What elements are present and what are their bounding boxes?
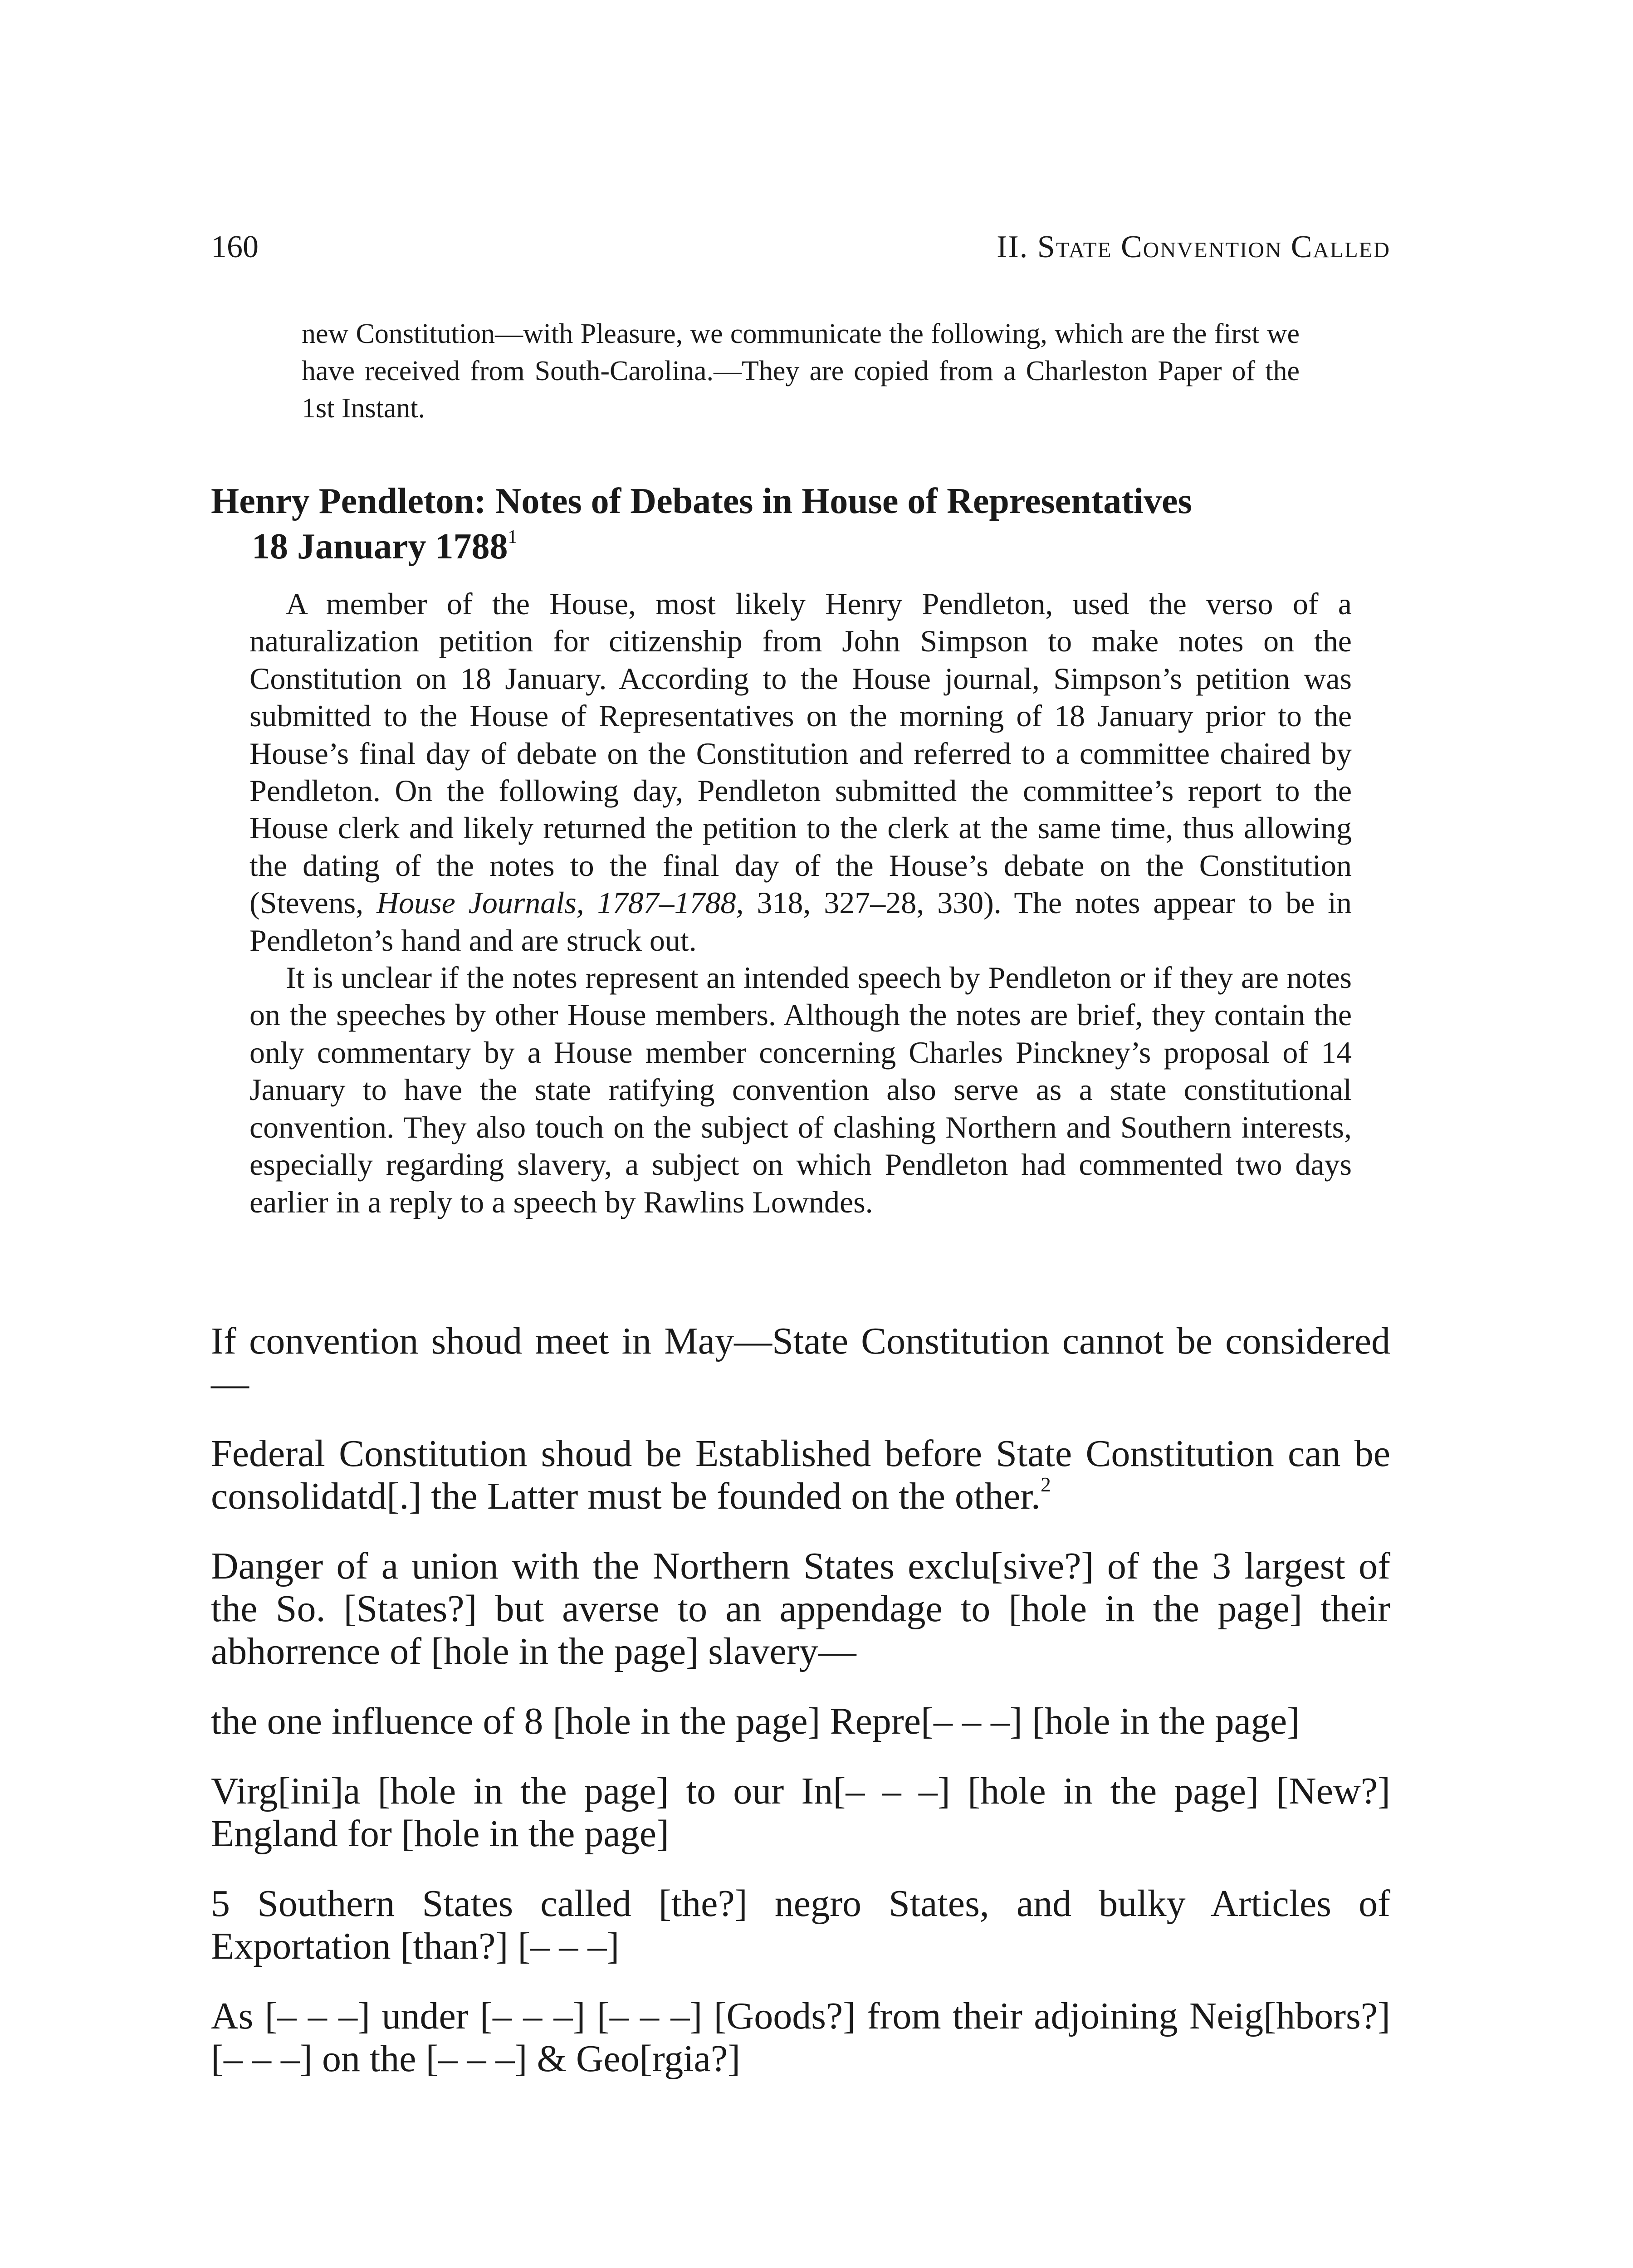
headnote-p1-text-b: 318, 327–28, 330). The notes appear to be in Pendleton’s hand and are struck out. (249, 885, 1352, 958)
title-footnote-ref[interactable]: 1 (508, 527, 518, 547)
headnote (249, 585, 1352, 1221)
headnote-paragraph-1 (249, 585, 1352, 959)
note-paragraph (211, 1432, 1390, 1518)
page-number: 160 (211, 230, 259, 264)
intro-quote: new Constitution—with Pleasure, we communicate the following, which are the first we have received from South-Carolina.—They are copied from a Charleston Paper of the 1st Instant. (302, 318, 1300, 424)
note-paragraph: the one influence of 8 [hole in the page] Repre[– – –] [hole in the page] (211, 1700, 1300, 1742)
document-title-line1: Henry Pendleton: Notes of Debates in House of Representatives (211, 481, 1192, 521)
headnote-p1-text-a: A member of the House, most likely Henry Pendleton, used the verso of a naturalization petition for citizenship from John Simpson to make notes on the Constitution on 18 January. According to the House journal, Simpson’s petition was submitted to the House of Representatives on the morning of 18 January prior to the House’s final day of debate on the Constitution and referred to a committee chaired by Pendleton. On the following day, Pendleton submitted the committee’s report to the House clerk and likely returned the petition to the clerk at the same time, thus allowing the dating of the notes to the final day of the House’s debate on the Constitution (Stevens, (249, 587, 1352, 920)
running-head: II. State Convention Called (997, 230, 1390, 264)
note-paragraph: As [– – –] under [– – –] [– – –] [Goods?] from their adjoining Neig[hbors?] [– – –] on the [– – –] & Geo[rgia?] (211, 1995, 1390, 2080)
debate-notes (211, 1320, 1390, 2107)
note-paragraph: If convention shoud meet in May—State Constitution cannot be considered— (211, 1320, 1390, 1405)
note-paragraph: Virg[ini]a [hole in the page] to our In[– – –] [hole in the page] [New?] England for [hole in the page] (211, 1770, 1390, 1855)
note-paragraph: Danger of a union with the Northern States exclu[sive?] of the 3 largest of the So. [States?] but averse to an appendage to [hole in the page] their abhorrence of [hole in the page] slavery— (211, 1545, 1390, 1672)
headnote-paragraph-2: It is unclear if the notes represent an intended speech by Pendleton or if they are notes on the speeches by other House members. Although the notes are brief, they contain the only commentary by a House member concerning Charles Pinckney’s proposal of 14 January to have the state ratifying convention also serve as a state constitutional convention. They also touch on the subject of clashing Northern and Southern interests, especially regarding slavery, a subject on which Pendleton had commented two days earlier in a reply to a speech by Rawlins Lowndes. (249, 960, 1352, 1219)
citation-italic: House Journals, 1787–1788, (376, 885, 744, 920)
note-footnote-ref[interactable]: 2 (1040, 1473, 1051, 1496)
document-title-line2: 18 January 1788 (252, 527, 508, 567)
document-title (211, 479, 1309, 569)
note-text: Federal Constitution shoud be Established before State Constitution can be consolidatd[.] the Latter must be founded on the other. (211, 1432, 1390, 1517)
note-paragraph: 5 Southern States called [the?] negro States, and bulky Articles of Exportation [than?] [– – –] (211, 1882, 1390, 1967)
